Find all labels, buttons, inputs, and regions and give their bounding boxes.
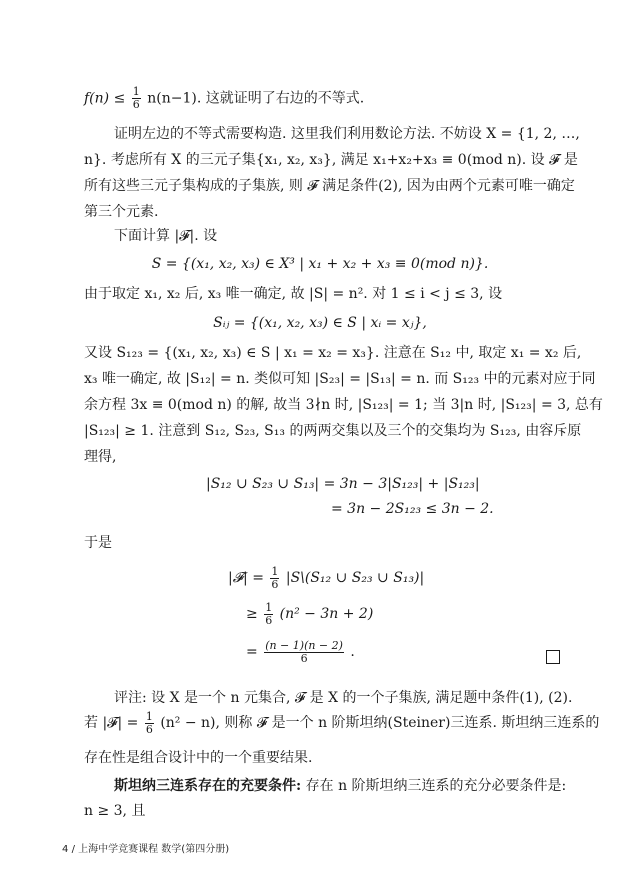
- qed-box-icon: [546, 650, 560, 664]
- leq-sign: ≤: [113, 90, 126, 107]
- remark-line-1: 评注: 设 X 是一个 n 元集合, 𝓕 是 X 的一个子集族, 满足题中条件(1), (2).: [114, 690, 573, 706]
- paragraph-S-size: 由于取定 x₁, x₂ 后, x₃ 唯一确定, 故 |S| = n². 对 1 ≤ i < j ≤ 3, 设: [84, 286, 503, 302]
- paragraph-S123-line-5: 理得,: [84, 449, 117, 465]
- page-number: 4: [62, 844, 69, 855]
- equation-F-line-2: ≥ $\frac{1}{6}$ (n² − 3n + 2): [246, 600, 374, 627]
- fraction-final: $\frac{(n - 1)(n - 2)}{6}$: [265, 638, 343, 665]
- paragraph-conclusion: [84, 86, 584, 111]
- equation-S: S = {(x₁, x₂, x₃) ∈ X³ | x₁ + x₂ + x₃ ≡ 0(mod n)}.: [151, 256, 489, 272]
- running-title: / 上海中学竞赛课程 数学(第四分册): [71, 844, 230, 855]
- paragraph-S123-line-1: 又设 S₁₂₃ = {(x₁, x₂, x₃) ∈ S | x₁ = x₂ = x₃}. 注意在 S₁₂ 中, 取定 x₁ = x₂ 后,: [84, 345, 582, 361]
- equation-union-line-2: = 3n − 2S₁₂₃ ≤ 3n − 2.: [331, 501, 494, 517]
- fraction-one-sixth: $\frac{1}{6}$: [271, 564, 279, 591]
- equation-union-line-1: |S₁₂ ∪ S₂₃ ∪ S₁₃| = 3n − 3|S₁₂₃| + |S₁₂₃|: [206, 476, 480, 492]
- page-footer: [62, 840, 229, 855]
- paragraph-S123-line-4: |S₁₂₃| ≥ 1. 注意到 S₁₂, S₂₃, S₁₃ 的两两交集以及三个的交集均为 S₁₂₃, 由容斥原: [84, 423, 582, 439]
- remark-line-3: 存在性是组合设计中的一个重要结果.: [84, 750, 313, 766]
- paragraph-compute-intro: 下面计算 |𝓕|. 设: [114, 228, 218, 244]
- remark-line-2: 若 |𝓕| = $\frac{1}{6}$ (n² − n), 则称 𝓕 是一个 n 阶斯坦纳(Steiner)三连系. 斯坦纳三连系的: [84, 709, 600, 736]
- conclusion-text: n(n−1). 这就证明了右边的不等式.: [147, 90, 365, 107]
- fraction-one-sixth: $\frac{1}{6}$: [132, 85, 140, 111]
- fraction-one-sixth: $\frac{1}{6}$: [145, 709, 153, 736]
- steiner-condition-line-2: n ≥ 3, 且: [84, 803, 146, 819]
- fraction-one-sixth: $\frac{1}{6}$: [265, 600, 273, 627]
- paragraph-therefore: 于是: [84, 535, 112, 551]
- paragraph-construction-line-2: n}. 考虑所有 X 的三元子集{x₁, x₂, x₃}, 满足 x₁+x₂+x₃ ≡ 0(mod n). 设 𝓕 是: [84, 152, 578, 168]
- steiner-condition-line-1: 斯坦纳三连系存在的充要条件: 存在 n 阶斯坦纳三连系的充分必要条件是:: [114, 778, 567, 794]
- paragraph-S123-line-2: x₃ 唯一确定, 故 |S₁₂| = n. 类似可知 |S₂₃| = |S₁₃| = n. 而 S₁₂₃ 中的元素对应于同: [84, 371, 596, 387]
- steiner-condition-heading: 斯坦纳三连系存在的充要条件:: [114, 778, 302, 794]
- function-fn: f(n): [84, 90, 110, 107]
- equation-F-line-3: = $\frac{(n - 1)(n - 2)}{6}$ .: [246, 638, 355, 665]
- paragraph-construction-line-4: 第三个元素.: [84, 204, 159, 220]
- paragraph-construction-line-1: 证明左边的不等式需要构造. 这里我们利用数论方法. 不妨设 X = {1, 2, …,: [114, 126, 580, 142]
- paragraph-S123-line-3: 余方程 3x ≡ 0(mod n) 的解, 故当 3∤n 时, |S₁₂₃| = 1; 当 3|n 时, |S₁₂₃| = 3, 总有: [84, 397, 603, 413]
- paragraph-construction-line-3: 所有这些三元子集构成的子集族, 则 𝓕 满足条件(2), 因为由两个元素可唯一确定: [84, 178, 575, 194]
- equation-F-line-1: |𝓕| = $\frac{1}{6}$ |S\(S₁₂ ∪ S₂₃ ∪ S₁₃)|: [228, 564, 425, 591]
- equation-Sij: Sᵢⱼ = {(x₁, x₂, x₃) ∈ S | xᵢ = xⱼ},: [213, 315, 427, 331]
